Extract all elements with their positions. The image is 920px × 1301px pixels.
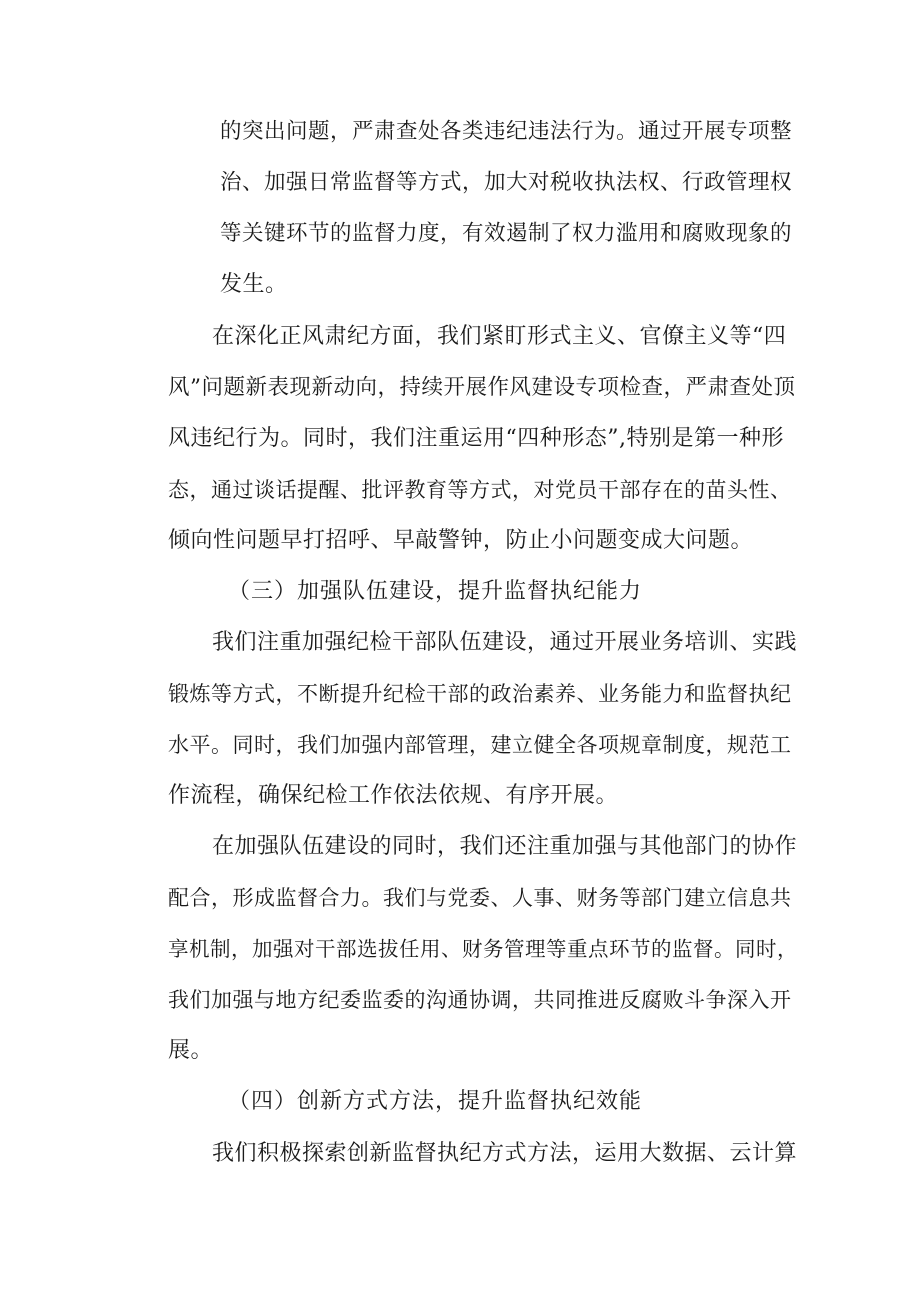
paragraph-line: 我们积极探索创新监督执纪方式方法，运用大数据、云计算 — [212, 1141, 798, 1166]
paragraph-line: 在加强队伍建设的同时，我们还注重加强与其他部门的协作 — [212, 834, 798, 859]
paragraph-line: 治、加强日常监督等方式，加大对税收执法权、行政管理权 — [220, 170, 793, 195]
paragraph-line: 展。 — [168, 1038, 214, 1063]
section-heading: （三）加强队伍建设，提升监督执纪能力 — [228, 579, 643, 604]
paragraph-line: 在深化正风肃纪方面，我们紧盯形式主义、官僚主义等“四 — [212, 324, 787, 349]
paragraph-line: 风”问题新表现新动向，持续开展作风建设专项检查，严肃查处顶 — [168, 375, 796, 400]
paragraph-line: 我们加强与地方纪委监委的沟通协调，共同推进反腐败斗争深入开 — [168, 988, 792, 1012]
paragraph-line: 享机制，加强对干部选拔任用、财务管理等重点环节的监督。同时， — [168, 937, 798, 961]
paragraph-line: 作流程，确保纪检工作依法依规、有序开展。 — [168, 783, 619, 808]
paragraph-line: 发生。 — [220, 272, 288, 297]
paragraph-line: 配合，形成监督合力。我们与党委、人事、财务等部门建立信息共 — [168, 886, 792, 910]
section-heading: （四）创新方式方法，提升监督执纪效能 — [228, 1089, 643, 1114]
paragraph-line: 态，通过谈话提醒、批评教育等方式，对党员干部存在的苗头性、 — [168, 478, 792, 502]
paragraph-line: 我们注重加强纪检干部队伍建设，通过开展业务培训、实践 — [212, 630, 798, 655]
paragraph-line: 风违纪行为。同时，我们注重运用“四种形态”,特别是第一种形 — [168, 426, 784, 451]
paragraph-line: 等关键环节的监督力度，有效遏制了权力滥用和腐败现象的 — [220, 221, 793, 246]
paragraph-line: 水平。同时，我们加强内部管理，建立健全各项规章制度，规范工 — [168, 733, 792, 757]
paragraph-line: 倾向性问题早打招呼、早敲警钟，防止小问题变成大问题。 — [168, 528, 754, 553]
paragraph-line: 锻炼等方式，不断提升纪检干部的政治素养、业务能力和监督执纪 — [168, 682, 792, 706]
paragraph-line: 的突出问题，严肃查处各类违纪违法行为。通过开展专项整 — [220, 119, 793, 144]
